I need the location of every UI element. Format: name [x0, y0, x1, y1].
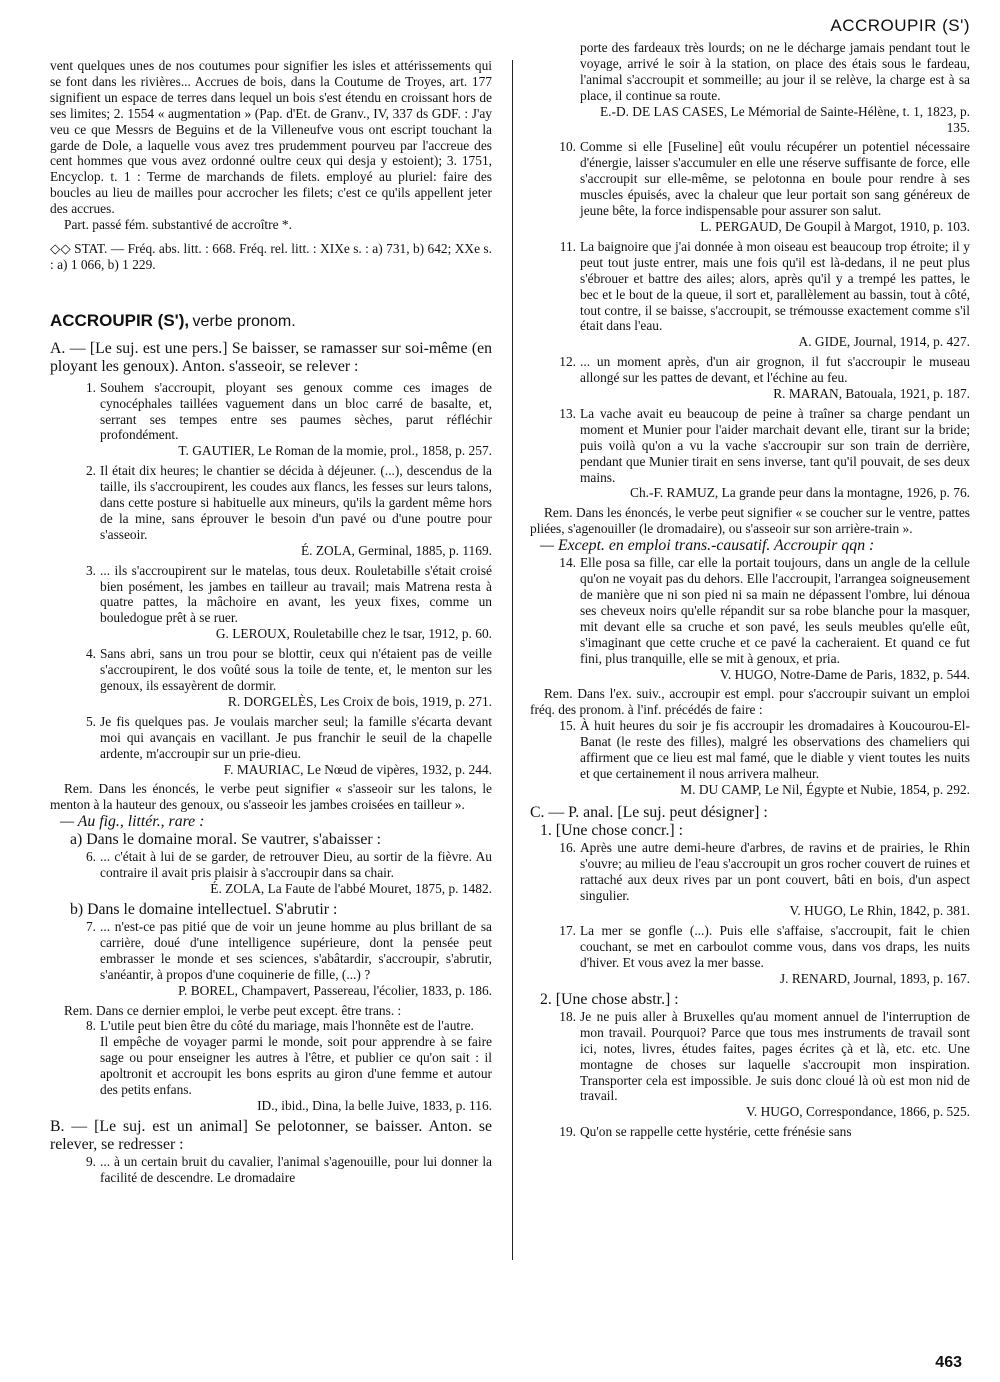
example-17 [559, 923, 970, 987]
section-c-1: 1. [Une chose concr.] : [540, 821, 683, 839]
example-8 [85, 1018, 492, 1113]
example-source: É. ZOLA, Germinal, 1885, p. 1169. [300, 542, 492, 558]
section-b-definition: B. — [Le suj. est un animal] Se pelotonner, se baisser. Anton. se relever, se redresser : [50, 1117, 492, 1153]
example-source: P. BOREL, Champavert, Passereau, l'écolier, 1833, p. 186. [178, 982, 492, 998]
example-text: Il était dix heures; le chantier se décida à déjeuner. (...), descendus de la taille, ils s'accroupirent, les coudes aux flancs, les fesses sur leurs talons, dans cette posture si habituelle aux mineurs, qu'ils la gardent même hors de la mine, sans éprouver le besoin d'un pavé ou d'une poutre pour s'asseoir. [100, 463, 492, 542]
remark-4: Rem. Dans l'ex. suiv., accroupir est empl. pour s'accroupir suivant un emploi fréq. des pronom. à l'inf. précédés de faire : [530, 686, 970, 718]
example-4 [85, 646, 492, 710]
example-source: M. DU CAMP, Le Nil, Égypte et Nubie, 1854, p. 292. [680, 781, 970, 797]
example-text: Souhem s'accroupit, ployant ses genoux comme ces images de cynocéphales taillées vaguement dans un bloc carré de basalte, et, serrant ses tempes entre ses paumes sèches, parut réfléchir profondément. [100, 379, 492, 443]
example-15 [559, 718, 970, 798]
right-column [530, 40, 970, 1144]
example-14 [559, 555, 970, 682]
example-9 [85, 1153, 492, 1186]
example-number: 9. [85, 1153, 96, 1169]
example-text: À huit heures du soir je fis accroupir les dromadaires à Koucourou-El-Banat (le reste des filles), malgré les observations des chameliers qui affirment que ce lieu est mal famé, que le diable y vient toutes les nuits et que certainement il nous arrivera malheur. [580, 718, 970, 781]
example-1 [85, 379, 492, 460]
example-source: V. HUGO, Notre-Dame de Paris, 1832, p. 544. [719, 666, 970, 682]
example-text: L'utile peut bien être du côté du mariage, mais l'honnête est de l'autre. [100, 1018, 474, 1034]
example-source: T. GAUTIER, Le Roman de la momie, prol., 1858, p. 257. [178, 443, 492, 459]
example-source: ID., ibid., Dina, la belle Juive, 1833, p. 116. [257, 1097, 492, 1113]
example-text: ... ils s'accroupirent sur le matelas, tous deux. Rouletabille s'était croisé bien posément, les jambes en tailleur au travail; mais Matrena resta à quatre pattes, la mâchoire en avant, les yeux fixes, comme un bouledogue prêt à se ruer. [100, 562, 492, 626]
figurative-heading: — Au fig., littér., rare : [60, 813, 205, 831]
example-number: 10. [559, 139, 576, 155]
example-text: Après une autre demi-heure d'arbres, de ravins et de prairies, le Rhin s'ouvre; au milieu de l'eau s'accroupit un gros rocher couvert de ruines et rattaché aux deux rives par un pont couvert, bâti en bois, d'un aspect singulier. [580, 839, 970, 903]
example-2 [85, 463, 492, 558]
example-text: Je fis quelques pas. Je voulais marcher seul; la famille s'écarta devant moi qui avançais en vacillant. Je pus franchir le seuil de la chapelle ardente, m'accroupir sur un prie-dieu. [100, 713, 492, 761]
entry-headword-line [50, 310, 492, 330]
example-number: 14. [559, 555, 576, 571]
section-c-definition: C. — P. anal. [Le suj. peut désigner] : [530, 803, 768, 821]
page-number: 463 [935, 1354, 962, 1371]
example-number: 12. [559, 354, 576, 370]
left-column [50, 58, 492, 1190]
example-number: 1. [85, 379, 96, 395]
example-text: Comme si elle [Fuseline] eût voulu récupérer un potentiel nécessaire d'énergie, laisser s'accumuler en elle une réserve suffisante de force, elle s'accroupit sur elle-même, se pelotonna en boule pour rendre à ses muscles épuisés, avec la chaleur que leur portait son sang généreux de jeune bête, la force indispensable pour assurer son salut. [580, 139, 970, 219]
example-text: porte des fardeaux très lourds; on ne le décharge jamais pendant tout le voyage, arrivé le soir à la station, on place des étais sous le fardeau, l'animal s'accroupit et sommeille; au jour il se relève, la charge est à sa place, il continue sa route. [580, 40, 970, 103]
subsection-b: b) Dans le domaine intellectuel. S'abrutir : [70, 900, 338, 918]
example-text: ... c'était à lui de se garder, de retrouver Dieu, au sortir de la fièvre. Au contraire il avait pris plaisir à s'accroupir dans sa chair. [100, 849, 492, 881]
remark-1: Rem. Dans les énoncés, le verbe peut signifier « s'asseoir sur les talons, le menton à la hauteur des genoux, ou s'asseoir les jambes croisées en tailleur ». [50, 781, 492, 813]
example-source: É. ZOLA, La Faute de l'abbé Mouret, 1875, p. 1482. [210, 881, 492, 897]
example-text: ... un moment après, d'un air grognon, il fut s'accroupir le museau allongé sur les pattes de devant, et l'échine au feu. [580, 354, 970, 386]
example-text: La mer se gonfle (...). Puis elle s'affaise, s'accroupit, fait le chien couchant, se met en carboulot comme vous, dans vos draps, les nuits d'hiver. Et vous avez la mer basse. [580, 923, 970, 971]
example-10 [559, 139, 970, 234]
entry-part-of-speech: verbe pronom. [192, 312, 296, 330]
column-divider [512, 60, 513, 1260]
example-source: G. LEROUX, Rouletabille chez le tsar, 1912, p. 60. [215, 626, 492, 642]
example-text: ... n'est-ce pas pitié que de voir un jeune homme au plus brillant de sa carrière, doué d'une intelligence supérieure, dont la pensée peut embrasser le monde et ses sciences, s'abâtardir, s'accroupir, s'abrutir, s'anéantir, à propos d'une coquinerie de fille, (...) ? [100, 918, 492, 982]
example-number: 5. [85, 713, 96, 729]
example-source: A. GIDE, Journal, 1914, p. 427. [798, 334, 970, 350]
example-number: 3. [85, 562, 96, 578]
remark-3: Rem. Dans les énoncés, le verbe peut signifier « se coucher sur le ventre, pattes pliées, s'agenouiller (le dromadaire), ou s'asseoir sur son arrière-train ». [530, 505, 970, 537]
section-c-2: 2. [Une chose abstr.] : [540, 990, 679, 1008]
example-text: La vache avait eu beaucoup de peine à traîner sa charge pendant un moment et Munier pour l'aider marchait devant elle, tirant sur la bride; puis voilà qu'on a vu la vache s'accroupir sur son train de derrière, pendant que Munier tirait en sens inverse, tant qu'il pouvait, de ses deux mains. [580, 405, 970, 485]
etymology-paragraph: vent quelques unes de nos coutumes pour signifier les isles et attérissements qui se font dans les rivières... Accrues de bois, dans la Coutume de Troyes, art. 177 signifient un espace de terres dans lequel un bois s'est étendu en croissant hors de ses limites; 2. 1554 « augmentation » (Pap. d'Et. de Granv., IV, 337 ds GDF. : J'ay veu ce que Messrs de Beguins et de la Villeneufve vous ont escript touchant la garde de Dole, a laquelle vous avez tres prudemment pourveu par l'accreue des cent hommes que vous avez ordonné oultre ceux qui desja y estoient); 3. 1751, Encyclop. t. 1 : Terme de marchands de filets. employé au pluriel: faire des boucles au lieu de mailles pour accrocher les filets; c'est ce qu'ils appellent jeter des accrues. [50, 58, 492, 217]
remark-2: Rem. Dans ce dernier emploi, le verbe peut except. être trans. : [64, 1002, 402, 1018]
running-header: ACCROUPIR (S') [830, 16, 970, 35]
example-number: 4. [85, 646, 96, 662]
example-text: La baignoire que j'ai donnée à mon oiseau est beaucoup trop étroite; il y peut tout juste entrer, mais une fois qu'il est là-dedans, il ne peut plus s'ébrouer et battre des ailes; alors, après qu'il y a trempé les pattes, le bec et le bout de la queue, il sort et, parallèlement au bassin, tout à côté, tout contre, il se baisse, s'accroupit, se trémousse exactement comme s'il était dans l'eau. [580, 238, 970, 334]
example-source: R. MARAN, Batouala, 1921, p. 187. [773, 386, 970, 402]
example-12 [559, 354, 970, 402]
subsection-a: a) Dans le domaine moral. Se vautrer, s'abaisser : [70, 831, 382, 849]
example-source: V. HUGO, Correspondance, 1866, p. 525. [745, 1104, 970, 1120]
example-13 [559, 405, 970, 501]
example-number: 8. [85, 1018, 96, 1034]
example-text: Qu'on se rappelle cette hystérie, cette frénésie sans [580, 1124, 852, 1140]
example-source: F. MAURIAC, Le Nœud de vipères, 1932, p. 244. [223, 761, 492, 777]
example-text: ... à un certain bruit du cavalier, l'animal s'agenouille, pour lui donner la facilité de descendre. Le dromadaire [100, 1153, 492, 1185]
example-number: 15. [559, 718, 576, 734]
example-number: 17. [559, 923, 576, 939]
example-number: 18. [559, 1008, 576, 1024]
example-16 [559, 839, 970, 920]
example-source: J. RENARD, Journal, 1893, p. 167. [779, 971, 970, 987]
example-number: 2. [85, 463, 96, 479]
example-number: 7. [85, 918, 96, 934]
example-text: Je ne puis aller à Bruxelles qu'au moment annuel de l'interruption de mon travail. Pourquoi? Parce que tous mes instruments de travail sont ici, notes, livres, études faites, pages écrites çà et là, etc. etc. Une montagne de choses sur laquelle s'accroupit mon inspiration. Transporter cela est impossible. Je suis donc cloué là où est mon nid de travail. [580, 1008, 970, 1104]
exception-heading: — Except. en emploi trans.-causatif. Accroupir qqn : [540, 537, 875, 555]
example-number: 11. [559, 238, 576, 254]
example-6 [85, 849, 492, 897]
example-text: Elle posa sa fille, car elle la portait toujours, dans un angle de la cellule qu'on ne voyait pas du dehors. Elle l'accroupit, l'arrangea soigneusement de manière que ni son pied ni sa main ne dépassent l'ombre, lui dénoua ses cheveux noirs qu'elle répandit sur sa robe blanche pour la masquer, mit devant elle sa cruche et son pavé, les seuls meubles qu'elle eût, s'imaginant que cette cruche et ce pavé la cacheraient. Et quand ce fut fini, plus tranquille, elle se mit à genoux, et pria. [580, 555, 970, 666]
example-source: Ch.-F. RAMUZ, La grande peur dans la montagne, 1926, p. 76. [630, 485, 970, 501]
example-3 [85, 562, 492, 643]
example-number: 19. [559, 1124, 576, 1140]
example-source: L. PERGAUD, De Goupil à Margot, 1910, p. 103. [700, 218, 970, 234]
example-5 [85, 713, 492, 778]
example-number: 6. [85, 849, 96, 865]
example-7 [85, 918, 492, 999]
example-source: E.-D. DE LAS CASES, Le Mémorial de Sainte-Hélène, t. 1, 1823, p. 135. [599, 103, 970, 135]
example-19 [559, 1124, 970, 1140]
etymology-note: Part. passé fém. substantivé de accroître *. [64, 217, 292, 233]
example-9-continued [580, 40, 970, 135]
entry-headword: ACCROUPIR (S'), [50, 310, 190, 330]
stat-paragraph: ◇◇ STAT. — Fréq. abs. litt. : 668. Fréq. rel. litt. : XIXe s. : a) 731, b) 642; XXe s. : a) 1 066, b) 1 229. [50, 240, 492, 272]
section-a-definition: A. — [Le suj. est une pers.] Se baisser, se ramasser sur soi-même (en ployant les genoux). Anton. s'asseoir, se relever : [50, 339, 492, 375]
example-source: V. HUGO, Le Rhin, 1842, p. 381. [789, 903, 970, 919]
example-number: 13. [559, 405, 576, 421]
example-source: R. DORGELÈS, Les Croix de bois, 1919, p. 271. [227, 693, 492, 709]
example-text: Sans abri, sans un trou pour se blottir, ceux qui n'étaient pas de veille s'accroupirent, le dos voûté sous la toile de tente, et, le menton sur les genoux, ils essayèrent de dormir. [100, 646, 492, 693]
example-11 [559, 238, 970, 350]
example-text: Il empêche de voyager parmi le monde, soit pour apprendre à se faire sage ou pour enseigner les autres à l'être, et publier ce qu'on sait : il apoltronit et accroupit les bons esprits au giron d'une femme et autour des petits enfans. [100, 1034, 492, 1098]
example-18 [559, 1008, 970, 1120]
example-number: 16. [559, 839, 576, 855]
